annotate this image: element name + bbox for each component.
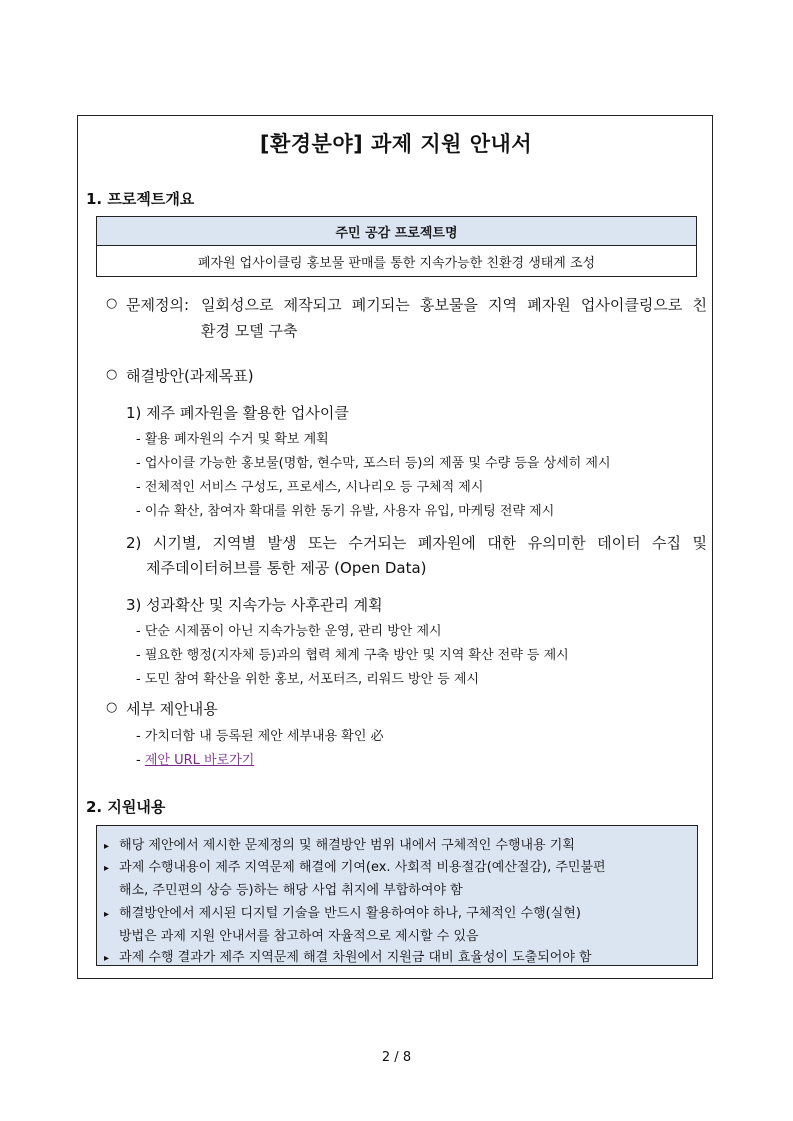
support-line-3-cont: 방법은 과제 지원 안내서를 참고하여 자율적으로 제시할 수 있음 xyxy=(119,929,479,944)
solution-item-3-sub: - 도민 참여 확산을 위한 홍보, 서포터즈, 리워드 방안 등 제시 xyxy=(136,672,480,687)
section-heading-support: 2. 지원내용 xyxy=(86,798,166,816)
support-line-2-cont: 해소, 주민편의 상승 등)하는 해당 사업 취지에 부합하여야 함 xyxy=(119,883,463,898)
bullet-triangle-icon: ▸ xyxy=(104,953,110,964)
section-heading-overview: 1. 프로젝트개요 xyxy=(86,190,195,208)
bullet-circle: ○ xyxy=(106,367,118,382)
page-number: 2 / 8 xyxy=(381,1050,412,1065)
detail-sub-check: - 가치더함 내 등록된 제안 세부내용 확인 必 xyxy=(136,729,384,744)
project-name-header: 주민 공감 프로젝트명 xyxy=(97,217,697,246)
bullet-triangle-icon: ▸ xyxy=(104,841,110,852)
solution-item-1-title: 1) 제주 폐자원을 활용한 업사이클 xyxy=(126,404,349,422)
project-name-value: 폐자원 업사이클링 홍보물 판매를 통한 지속가능한 친환경 생태계 조성 xyxy=(97,246,697,277)
support-line-3: ▸ 해결방안에서 제시된 디지털 기술을 반드시 활용하여야 하나, 구체적인 수행(실현) xyxy=(104,906,581,921)
problem-text-line1: 일회성으로 제작되고 폐기되는 홍보물을 지역 폐자원 업사이클링으로 친 xyxy=(201,296,707,314)
document-frame xyxy=(77,115,713,979)
bullet-triangle-icon: ▸ xyxy=(104,909,110,920)
project-name-table xyxy=(96,216,697,277)
solution-item-2-line2: 제주데이터허브를 통한 제공 (Open Data) xyxy=(146,559,427,577)
solution-item-1-sub: - 활용 폐자원의 수거 및 확보 계획 xyxy=(136,432,329,447)
solution-item-3-title: 3) 성과확산 및 지속가능 사후관리 계획 xyxy=(126,596,383,614)
support-line-2: ▸ 과제 수행내용이 제주 지역문제 해결에 기여(ex. 사회적 비용절감(예산절감), 주민불편 xyxy=(104,860,606,875)
bullet-circle: ○ xyxy=(106,700,118,715)
support-line-4: ▸ 과제 수행 결과가 제주 지역문제 해결 차원에서 지원금 대비 효율성이 도출되어야 함 xyxy=(104,950,592,965)
proposal-url-link[interactable]: 제안 URL 바로가기 xyxy=(144,753,255,768)
problem-label: 문제정의: xyxy=(126,296,190,314)
solution-item-3-sub: - 필요한 행정(지자체 등)과의 협력 체계 구축 방안 및 지역 확산 전략 등 제시 xyxy=(136,648,569,663)
dash: - xyxy=(136,753,141,768)
solution-item-3-sub: - 단순 시제품이 아닌 지속가능한 운영, 관리 방안 제시 xyxy=(136,624,442,639)
detail-label: 세부 제안내용 xyxy=(126,700,218,718)
support-line-1: ▸ 해당 제안에서 제시한 문제정의 및 해결방안 범위 내에서 구체적인 수행내용 기획 xyxy=(104,838,575,853)
detail-sub-link-row xyxy=(136,749,254,768)
solution-item-1-sub: - 전체적인 서비스 구성도, 프로세스, 시나리오 등 구체적 제시 xyxy=(136,480,484,495)
solution-item-2-line1: 2) 시기별, 지역별 발생 또는 수거되는 폐자원에 대한 유의미한 데이터 수집 및 xyxy=(126,534,707,552)
bullet-circle: ○ xyxy=(106,296,118,311)
problem-text-line2: 환경 모델 구축 xyxy=(201,322,298,340)
solution-label: 해결방안(과제목표) xyxy=(126,367,254,385)
page-title: [환경분야] 과제 지원 안내서 xyxy=(259,132,533,156)
solution-item-1-sub: - 업사이클 가능한 홍보물(명함, 현수막, 포스터 등)의 제품 및 수량 등을 상세히 제시 xyxy=(136,456,611,471)
support-content-box xyxy=(96,825,698,966)
solution-item-1-sub: - 이슈 확산, 참여자 확대를 위한 동기 유발, 사용자 유입, 마케팅 전략 제시 xyxy=(136,504,555,519)
bullet-triangle-icon: ▸ xyxy=(104,863,110,874)
